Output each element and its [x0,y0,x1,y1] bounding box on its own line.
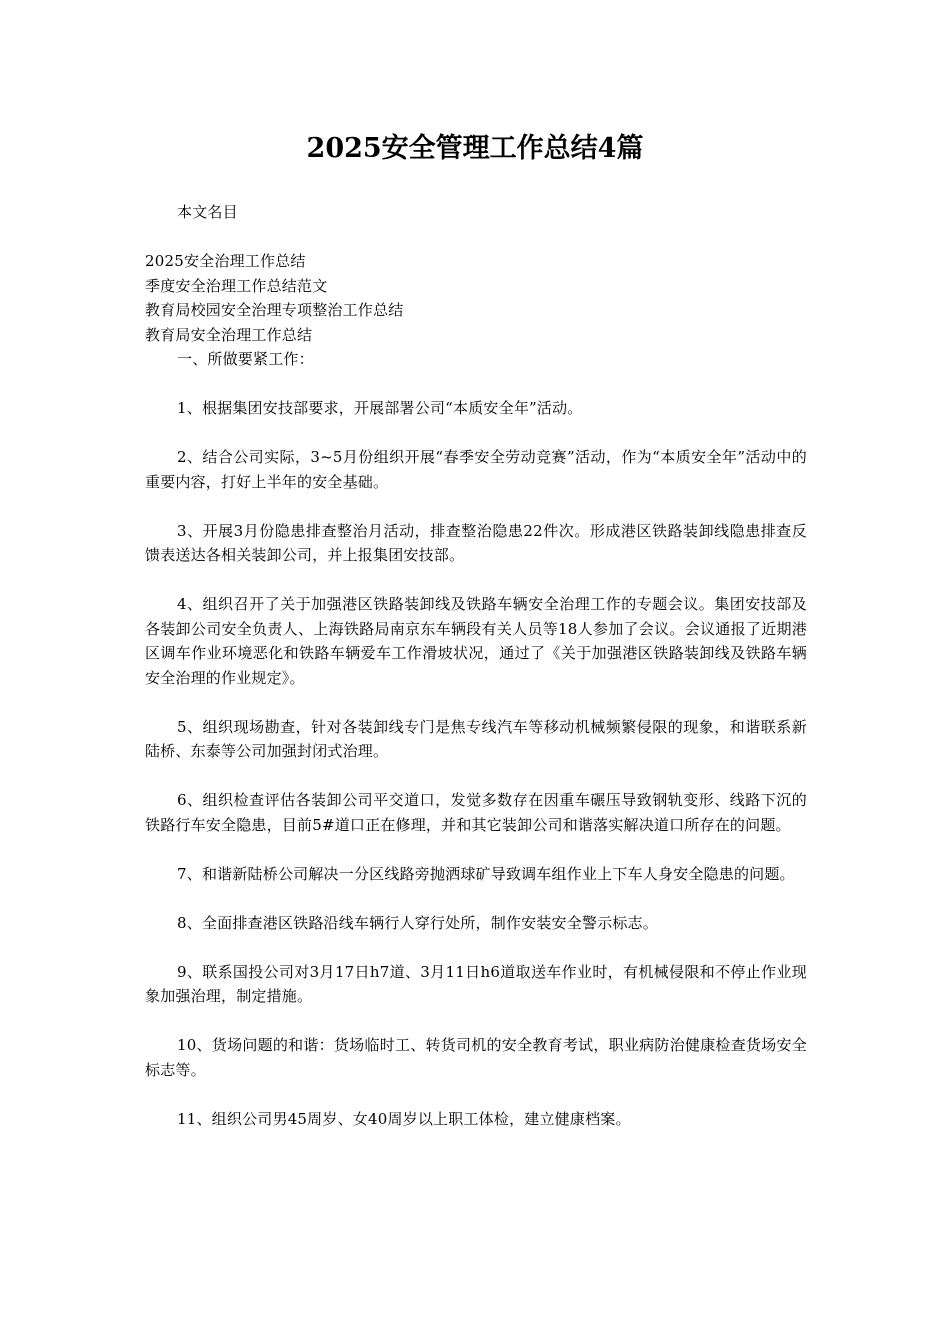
toc-item: 教育局校园安全治理专项整治工作总结 [145,301,404,319]
paragraph: 6、组织检查评估各装卸公司平交道口，发觉多数存在因重车碾压导致钢轨变形、线路下沉的铁路行车安全隐患，目前5#道口正在修理，并和其它装卸公司和谐落实解决道口所存在的问题。 [145,791,807,834]
paragraph: 10、货场问题的和谐：货场临时工、转货司机的安全教育考试，职业病防治健康检查货场安全标志等。 [145,1036,807,1079]
paragraph: 4、组织召开了关于加强港区铁路装卸线及铁路车辆安全治理工作的专题会议。集团安技部及各装卸公司安全负责人、上海铁路局南京东车辆段有关人员等18人参加了会议。会议通报了近期港区调车作业环境恶化和铁路车辆爱车工作滑坡状况，通过了《关于加强港区铁路装卸线及铁路车辆安全治理的作业规定》。 [145,595,807,687]
paragraph: 1、根据集团安技部要求，开展部署公司“本质安全年”活动。 [177,399,583,417]
section-heading: 一、所做要紧工作： [177,350,314,368]
toc-list [145,249,807,347]
toc-item: 2025安全治理工作总结 [145,252,306,270]
paragraph: 7、和谐新陆桥公司解决一分区线路旁抛洒球矿导致调车组作业上下车人身安全隐患的问题。 [177,864,795,883]
paragraph: 3、开展3月份隐患排查整治月活动，排查整治隐患22件次。形成港区铁路装卸线隐患排查反馈表送达各相关装卸公司，并上报集团安技部。 [145,521,807,564]
paragraph: 5、组织现场勘查，针对各装卸线专门是焦专线汽车等移动机械频繁侵限的现象，和谐联系新陆桥、东泰等公司加强封闭式治理。 [145,717,807,760]
toc-item: 教育局安全治理工作总结 [145,325,313,344]
document-body [145,200,807,1156]
paragraph: 8、全面排查港区铁路沿线车辆行人穿行处所，制作安装安全警示标志。 [177,913,658,932]
toc-item: 季度安全治理工作总结范文 [145,276,328,295]
paragraph: 9、联系国投公司对3月17日h7道、3月11日h6道取送车作业时，有机械侵限和不停止作业现象加强治理，制定措施。 [145,962,807,1005]
document-title: 2025安全管理工作总结4篇 [306,133,644,164]
paragraph: 11、组织公司男45周岁、女40周岁以上职工体检，建立健康档案。 [177,1109,631,1128]
paragraph: 2、结合公司实际，3~5月份组织开展“春季安全劳动竞赛”活动，作为“本质安全年”活动中的重要内容，打好上半年的安全基础。 [145,448,807,491]
toc-label: 本文名目 [177,203,238,221]
